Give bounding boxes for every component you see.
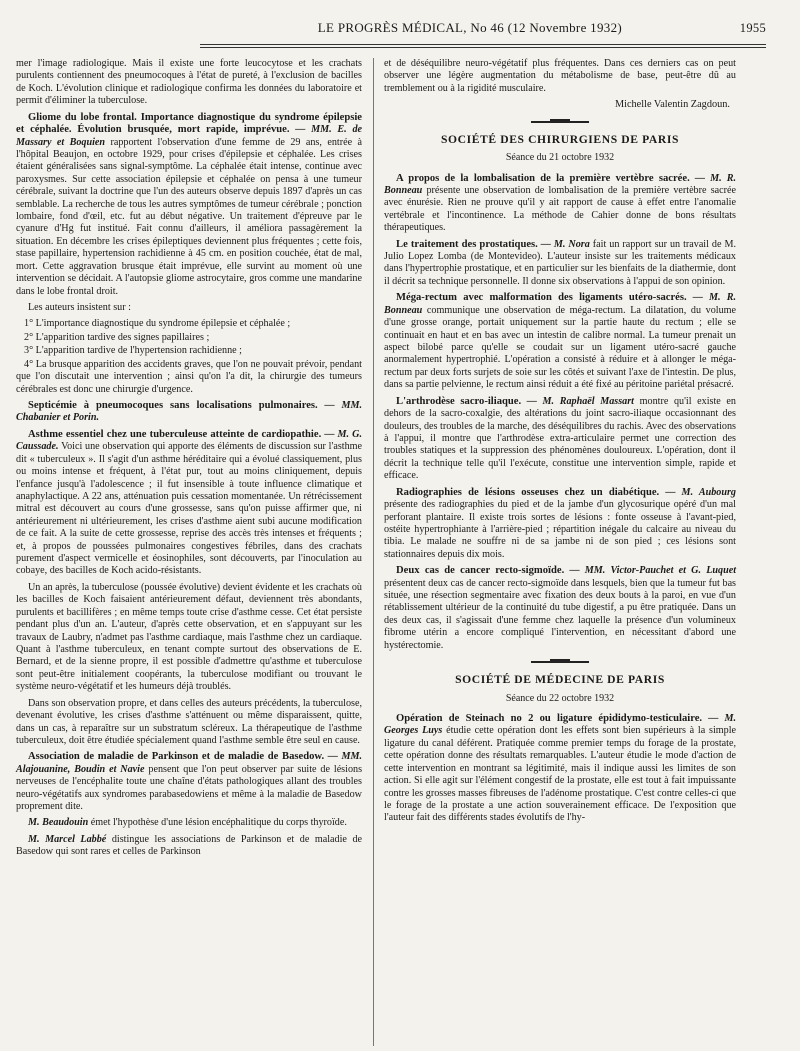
article-title: Asthme essentiel chez une tuberculeuse atteinte de cardiopathie. bbox=[28, 428, 322, 440]
article-body: pensent que l'on peut observer par suite de lésions nerveuses de l'encéphalite toute une chaîne d'états pathologiques allant des troubles neuro-végétatifs aux syndromes parabasedowiens et même à la maladie de Basedow proprement dite. bbox=[16, 763, 363, 813]
article-steinach bbox=[384, 713, 736, 825]
article-title: Radiographies de lésions osseuses chez un diabétique. bbox=[396, 486, 660, 498]
article-authors: — M. Nora bbox=[540, 238, 590, 250]
section-separator bbox=[531, 661, 589, 663]
article-authors: — MM. Victor-Pauchet et G. Luquet bbox=[569, 565, 737, 577]
list-item: 4° La brusque apparition des accidents graves, que l'on ne pouvait prévoir, pendant que l'on discutait une intervention ; ainsi qu'on l'a dit, la chirurgie des tumeurs cérébrales est donc une chirurgie d'urgence. bbox=[16, 358, 362, 395]
article-body: communique une observation de méga-rectum. La dilatation, du volume d'une grosse orange, portait uniquement sur la partie haute du rectum ; elle se continuait en haut et en bas avec un intestin de calibre normal. La tumeur prenait un aspect bilobé parce qu'elle se coudait sur un ligament utéro-sacré gauche anormalement hypertrophié. L'opération a consisté à réduire et à allonger le méga-rectum par deux forts surjets de soie sur les côtés et suivant l'axe de l'intestin. De plus, dans sa partie pelvienne, le rectum ainsi réduit a été fixé au péritoine pariétal présacré. bbox=[384, 304, 736, 391]
article-septicemie bbox=[16, 400, 362, 425]
article-asthme bbox=[16, 429, 362, 578]
article-gliome bbox=[16, 112, 362, 298]
article-authors: — MM. Alajouanine, Boudin et Navie bbox=[16, 751, 362, 775]
society-heading: SOCIÉTÉ DES CHIRURGIENS DE PARIS bbox=[440, 132, 680, 146]
article-title: Le traitement des prostatiques. bbox=[396, 238, 538, 250]
signature: Michelle Valentin Zagdoun. bbox=[614, 99, 730, 111]
article-authors: — MM. E. de Massary et Boquien bbox=[16, 124, 362, 148]
article-title: Gliome du lobe frontal. Importance diagnostique du syndrome épilepsie et céphalée. Évolution brusquée, mort rapide, imprévue. bbox=[16, 111, 362, 136]
article-arthrodese bbox=[384, 396, 736, 483]
article-body: rapportent l'observation d'une femme de 29 ans, entrée à l'hôpital Beaujon, en octobre 1929, pour crises d'épilepsie et céphalée. Les crises étaient généralisées sans signal-symptôme. La céphalée était intense, continue avec paroxysmes. Sur cette association épilepsie et céphalée on pensa à une tumeur cérébrale, suivant la doctrine que l'un des auteurs observe depuis 1897 d'après un cas semblable. La recherche de tous les autres symptômes de tumeur cérébrale ; ponction lombaire, fond d'œil, etc. fut au début négative. Un traitement d'épreuve par le cyanure d'Hg fut institué. Fait connu d'ailleurs, il améliora passagèrement la situation. En décembre les crises épileptiques deviennent plus fréquentes ; cette fois, stase papillaire, hypertension rachidienne à 45 cm. en position couchée, état de mal, mort. Cette aggravation brusque était imprévue, elle survint au moment où une intervention se décidait. A l'autopsie gliome astrocytaire, gros comme une mandarine dans le lobe frontal droit. bbox=[16, 136, 362, 297]
article-title: A propos de la lombalisation de la première vertèbre sacrée. bbox=[396, 172, 690, 184]
article-title: L'arthrodèse sacro-iliaque. bbox=[396, 395, 522, 407]
journal-title: LE PROGRÈS MÉDICAL, No 46 (12 Novembre 1932) bbox=[317, 20, 623, 35]
society-heading: SOCIÉTÉ DE MÉDECINE DE PARIS bbox=[455, 673, 665, 687]
article-prostatiques bbox=[384, 239, 736, 289]
intro-paragraph: mer l'image radiologique. Mais il existe une forte leucocytose et les crachats purulents contiennent des pneumocoques à l'état de pureté, à l'exclusion de bacilles de Koch. L'évolution clinique et radiologique confirma les données du laboratoire et permit d'éliminer la tuberculose. bbox=[16, 58, 362, 107]
article-body: présente des radiographies du pied et de la jambe d'un glycosurique opéré d'un mal perforant plantaire. Il existe trois sortes de lésions : fonte osseuse à l'avant-pied, ostéite hypertrophiante à l'arrière-pied ; répartition inégale du calcaire au niveau du tibia. Le malade ne souffre ni de sa jambe ni de son pied ; ces lésions sont stationnaires depuis dix mois. bbox=[384, 499, 736, 560]
right-column bbox=[384, 58, 736, 829]
paragraph-text: distingue les associations de Parkinson et de maladie de Basedow qui sont rares et celles de Parkinson bbox=[16, 833, 362, 858]
article-title: Opération de Steinach no 2 ou ligature épididymo-testiculaire. bbox=[396, 712, 703, 724]
article-title: Deux cas de cancer recto-sigmoïde. bbox=[396, 565, 565, 577]
section-separator bbox=[531, 121, 589, 123]
article-radiographies bbox=[384, 487, 736, 562]
list-item: 3° L'apparition tardive de l'hypertension rachidienne ; bbox=[24, 345, 242, 357]
article-body: fait un rapport sur un travail de M. Julio Lopez Lomba (de Montevideo). L'auteur insiste sur les traitements médicaux dans l'hypertrophie prostatique, et en particulier sur les bienfaits de la diathermie, dont il décrit sa technique personnelle. Il donne six observations à l'appui de son opinion. bbox=[384, 238, 736, 287]
article-parkinson bbox=[16, 751, 362, 813]
paragraph: Dans son observation propre, et dans celles des auteurs précédents, la tuberculose, devenant évolutive, les crises d'asthme s'atténuent ou même disparaissent, quitte, dans un cas, à reparaître sur un substratum scléreux. La thérapeutique de l'asthme tuberculeux, doit être étudiée spécialement quand l'asthme semble être seul en cause. bbox=[16, 697, 362, 746]
article-authors: — M. Raphaël Massart bbox=[526, 395, 634, 407]
numbered-list bbox=[16, 318, 362, 396]
paragraph: Un an après, la tuberculose (poussée évolutive) devient évidente et les crachats où les bacilles de Koch faisaient antérieurement défaut, deviennent très abondants, purulents et bacillifères ; en même temps toute crise d'asthme cesse. Cet état persiste pendant plus d'un an. L'auteur, d'après cette observation, et en s'appuyant sur les travaux de Laubry, n'admet pas l'asthme cardiaque, mais l'asthme chez un cardiaque. Quant à l'asthme tuberculeux, en tenant compte surtout des observations de E. Bernard, et de la sienne propre, il est possible d'admettre qu'asthme et tuberculose sont peut-être initialement coopérants, la tuberculose modifiant ou trouvant le système neuro-végétatif et les humeurs déjà troublés. bbox=[16, 581, 362, 693]
article-body: présentent deux cas de cancer recto-sigmoïde dans lesquels, bien que la tumeur fut bas située, une résection segmentaire avec fixation des deux bouts à la paroi, en vue d'un rétablissement ultérieur de la continuité du tube digestif, a pu être pratiquée. Dans un des deux cas, il s'agissait d'une femme chez laquelle la présence d'un volumineux fibrome utérin a encore compliqué l'intervention, en nécessitant d'abord une hystérectomie. bbox=[384, 577, 736, 651]
article-cancer bbox=[384, 565, 736, 652]
article-lombalisation bbox=[384, 173, 736, 235]
article-authors: — M. Aubourg bbox=[665, 486, 736, 498]
header-rule-double bbox=[200, 47, 766, 48]
article-authors: — MM. Chabanier et Porin. bbox=[16, 399, 363, 424]
article-body: présente une observation de lombalisation de la première vertèbre sacrée avec énurésie. Rien ne prouve qu'il y ait rapport de cause à effet entre l'anomalie vertébrale et l'incontinence. La méthode de Cahier donne de bons résultats thérapeutiques. bbox=[384, 184, 736, 234]
session-date: Séance du 22 octobre 1932 bbox=[505, 692, 615, 704]
article-body: étudie cette opération dont les effets sont bien supérieurs à la simple ligature du canal déférent. Pratiquée comme premier temps du forage de la prostate, cette opération donne des résultats remarquables. L'auteur étudie le mode d'action de cette intervention en montrant sa légitimité, mais il indique aussi les limites de son action. Si elle agit sur l'élément congestif de la prostate, elle est tout à fait impuissante contre les grosses masses fibreuses de l'adénome prostatique. C'est contre celles-ci que le forage de la prostate a une action souverainement efficace. De l'exposition que l'auteur fait des différents stades évolutifs de l'hy- bbox=[384, 725, 737, 824]
paragraph bbox=[16, 817, 362, 829]
article-authors: — M. R. Bonneau bbox=[384, 172, 737, 196]
page-number: 1955 bbox=[739, 21, 766, 35]
article-mega-rectum bbox=[384, 292, 736, 391]
paragraph-text: émet l'hypothèse d'une lésion encéphalitique du corps thyroïde. bbox=[90, 817, 347, 829]
article-authors: — M. Georges Luys bbox=[384, 712, 736, 737]
running-header bbox=[200, 20, 766, 42]
left-column bbox=[16, 58, 362, 863]
article-authors: — M. R. Bonneau bbox=[384, 292, 736, 316]
article-body: Voici une observation qui apporte des éléments de discussion sur l'asthme dit « tuberculeux ». Il s'agit d'un asthme héréditaire qui a évolué classiquement, plus ou moins intense et fréquent, à l'état pur, tout au moins cliniquement, depuis l'enfance jusqu'à l'adolescence ; il fut insensible à toute influence climatique et anaphylactique. A 22 ans, atténuation puis cessation momentanée. Un rétrécissement mitral est découvert au cours d'une grossesse, sans qu'on puisse affirmer que, ni antérieurement ni ultérieurement, les crises d'asthme aient subi aucune modification de ce fait. A la suite de cette grossesse, reprise des accès très intenses et fréquents ; et, à propos de poussées pulmonaires congestives fébriles, dans des crachats purement d'aspect vermicelle et éosinophiles, sont découverts, par l'inoculation au cobaye, des bacilles de Koch acido-résistants. bbox=[16, 441, 362, 577]
column-divider bbox=[373, 58, 374, 1046]
header-rule bbox=[200, 44, 766, 45]
list-item: 1° L'importance diagnostique du syndrome épilepsie et céphalée ; bbox=[24, 318, 291, 330]
article-body: montre qu'il existe en dehors de la sacro-coxalgie, des altérations du joint sacro-iliaque occasionnant des douleurs, des troubles de la marche, des déséquilibres du rachis. Avec des observations à l'appui, il montre que l'arthrodèse extra-articulaire permet une correction des troubles statiques et la suppression des phénomènes douloureux. L'opération, dont il décrit la technique telle qu'il l'exécute, constitue une intervention simple, rapide et efficace. bbox=[384, 395, 736, 482]
article-authors: — M. G. Caussade. bbox=[16, 428, 363, 453]
session-date: Séance du 21 octobre 1932 bbox=[505, 152, 615, 164]
author-name: M. Marcel Labbé bbox=[28, 833, 107, 845]
article-title: Association de maladie de Parkinson et de maladie de Basedow. bbox=[28, 751, 325, 763]
author-name: M. Beaudouin bbox=[28, 817, 89, 829]
list-item: 2° L'apparition tardive des signes papillaires ; bbox=[24, 331, 210, 343]
article-title: Méga-rectum avec malformation des ligaments utéro-sacrés. bbox=[396, 292, 687, 304]
paragraph bbox=[16, 834, 362, 859]
paragraph: Les auteurs insistent sur : bbox=[28, 302, 131, 314]
article-title: Septicémie à pneumocoques sans localisations pulmonaires. bbox=[28, 399, 318, 411]
continued-paragraph: et de déséquilibre neuro-végétatif plus fréquentes. Dans ces derniers cas on peut observer une légère augmentation du métabolisme de base, peut-être dû au tremblement ou à la rigidité musculaire. bbox=[384, 58, 736, 94]
